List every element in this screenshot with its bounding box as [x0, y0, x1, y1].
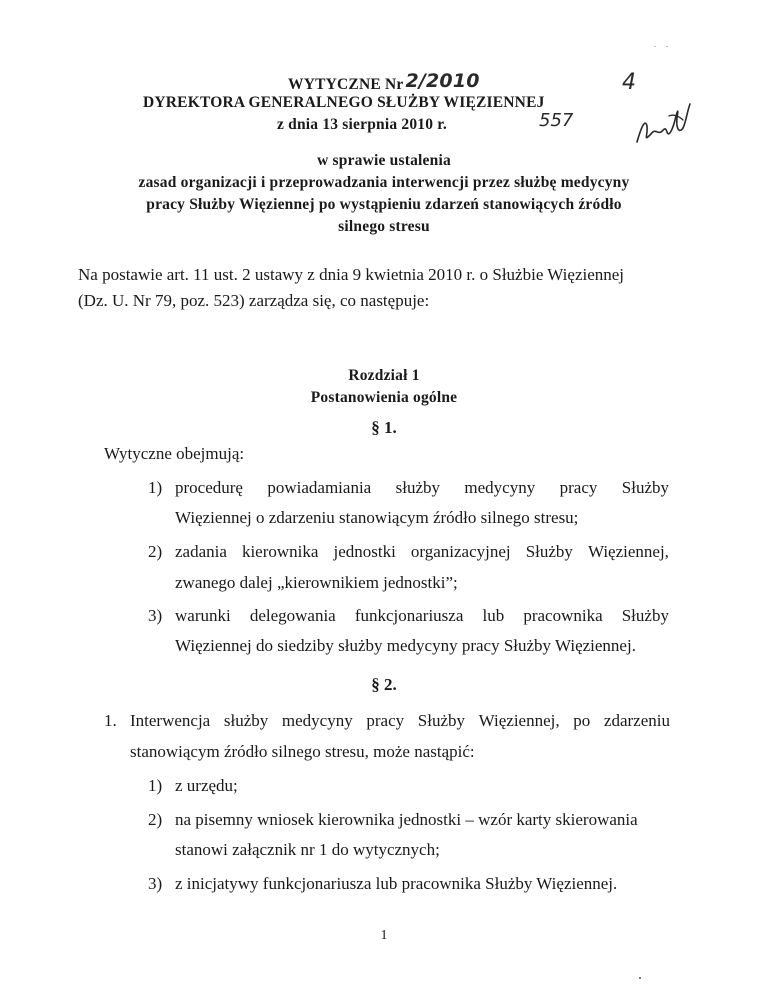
- subject-line3: pracy Służby Więziennej po wystąpieniu zdarzeń stanowiących źródło: [146, 196, 622, 213]
- list-item-number: 1): [148, 478, 163, 497]
- section2-heading: § 2.: [371, 675, 397, 694]
- list-item-line1: z urzędu;: [175, 776, 238, 795]
- paragraph-justified-line: Interwencja służby medycyny pracy Służby Więziennej, po zdarzeniu: [130, 711, 670, 730]
- scan-speck: [654, 46, 656, 47]
- handwritten-number: 557: [539, 110, 574, 131]
- scan-speck: [639, 977, 641, 979]
- preamble-line2: (Dz. U. Nr 79, poz. 523) zarządza się, co następuje:: [78, 291, 430, 310]
- list-item-line1: z inicjatywy funkcjonariusza lub pracownika Służby Więziennej.: [175, 874, 618, 893]
- list-item-line2: Więziennej do siedziby służby medycyny pracy Służby Więziennej.: [175, 636, 636, 655]
- section1-intro: Wytyczne obejmują:: [104, 444, 245, 463]
- list-item-number: 3): [148, 874, 163, 893]
- header-date: z dnia 13 sierpnia 2010 r.: [277, 116, 447, 133]
- preamble-line1: Na postawie art. 11 ust. 2 ustawy z dnia 9 kwietnia 2010 r. o Służbie Więziennej: [78, 265, 625, 284]
- subject-line4: silnego stresu: [338, 218, 430, 235]
- subject-line2: zasad organizacji i przeprowadzania interwencji przez służbę medycyny: [138, 174, 630, 191]
- paragraph-line2: stanowiącym źródło silnego stresu, może nastąpić:: [130, 742, 475, 761]
- header-line2: DYREKTORA GENERALNEGO SŁUŻBY WIĘZIENNEJ: [143, 94, 545, 111]
- handwritten-margin-number: 4: [622, 70, 636, 95]
- list-item-number: 2): [148, 810, 163, 829]
- handwritten-title-number: 2/2010: [405, 70, 480, 92]
- list-item-line2: zwanego dalej „kierownikiem jednostki”;: [175, 573, 458, 592]
- list-item-number: 1): [148, 776, 163, 795]
- chapter-subtitle: Postanowienia ogólne: [310, 389, 458, 406]
- subject-line1: w sprawie ustalenia: [317, 152, 451, 169]
- section1-heading: § 1.: [371, 418, 397, 437]
- signature-icon: [633, 98, 695, 150]
- list-item-justified-line: procedurę powiadamiania służby medycyny pracy Służby: [175, 478, 669, 497]
- list-item-line1: na pisemny wniosek kierownika jednostki – wzór karty skierowania: [175, 810, 638, 829]
- list-item-number: 2): [148, 542, 163, 561]
- list-item-line2: stanowi załącznik nr 1 do wytycznych;: [175, 840, 440, 859]
- title-prefix: WYTYCZNE Nr: [288, 76, 404, 93]
- paragraph-number: 1.: [104, 711, 117, 730]
- scan-speck: [666, 46, 668, 47]
- page-number: 1: [380, 928, 388, 943]
- chapter-title: Rozdział 1: [348, 367, 420, 384]
- list-item-line2: Więziennej o zdarzeniu stanowiącym źródło silnego stresu;: [175, 508, 579, 527]
- list-item-justified-line: zadania kierownika jednostki organizacyjnej Służby Więziennej,: [175, 542, 669, 561]
- list-item-justified-line: warunki delegowania funkcjonariusza lub pracownika Służby: [175, 606, 669, 625]
- title-line: [288, 72, 480, 94]
- list-item-number: 3): [148, 606, 163, 625]
